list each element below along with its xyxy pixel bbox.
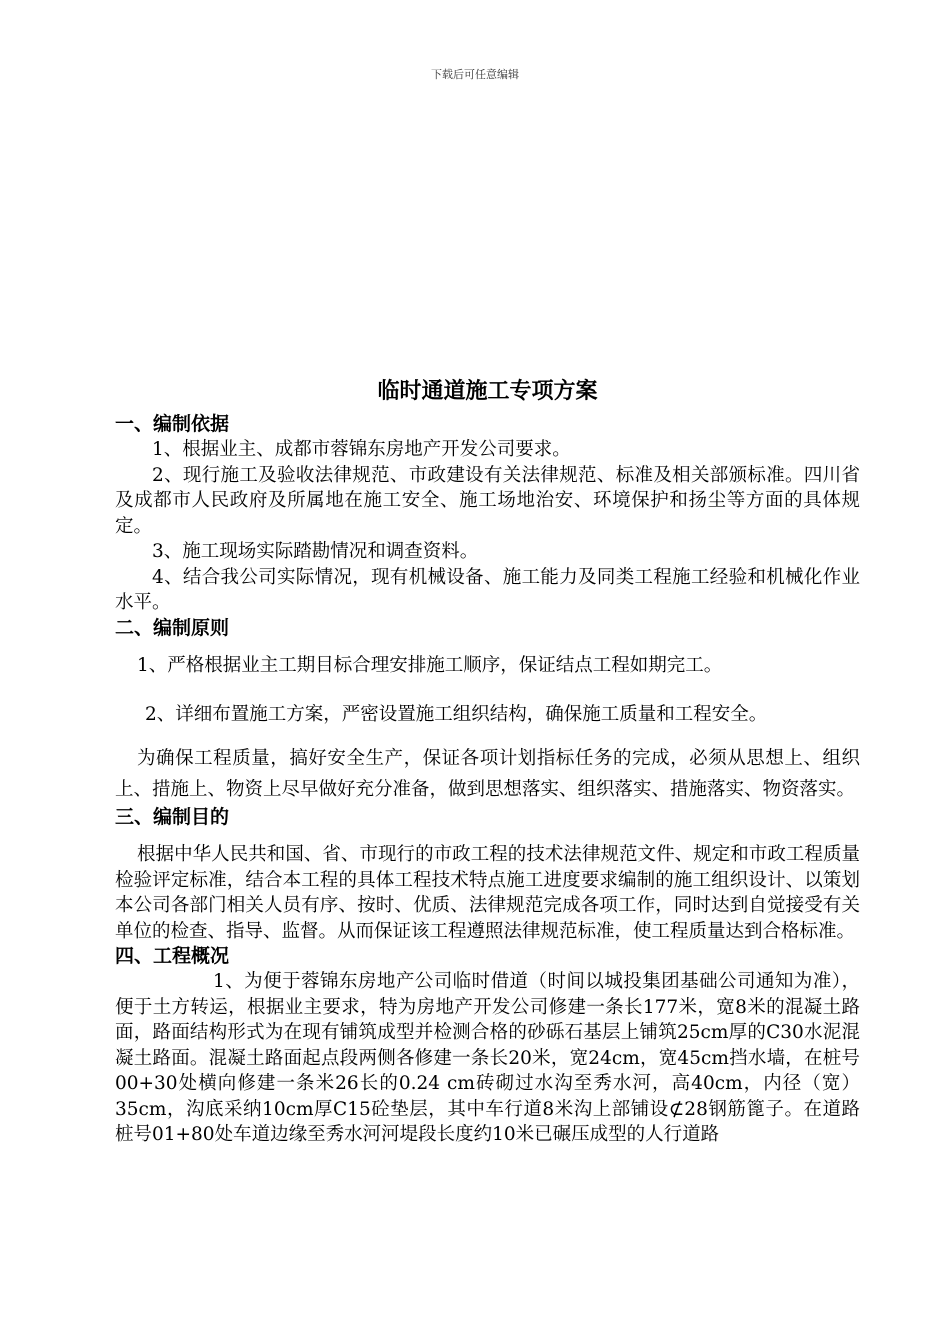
principles-paragraph-3: 为确保工程质量，搞好安全生产，保证各项计划指标任务的完成，必须从思想上、组织上、措施上、物资上尽早做好充分准备，做到思想落实、组织落实、措施落实、物资落实。 (115, 748, 860, 800)
principles-paragraph-1: 1、严格根据业主工期目标合理安排施工顺序，保证结点工程如期完工。 (137, 654, 723, 676)
section-heading-basis: 一、编制依据 (115, 413, 230, 435)
basis-paragraph-1: 1、根据业主、成都市蓉锦东房地产开发公司要求。 (152, 439, 571, 460)
page-title: 临时通道施工专项方案 (377, 379, 598, 404)
purpose-paragraph-1: 根据中华人民共和国、省、市现行的市政工程的技术法律规范文件、规定和市政工程质量检验评定标准，结合本工程的具体工程技术特点施工进度要求编制的施工组织设计、以策划本公司各部门相关人员有序、按时、优质、法律规范完成各项工作，同时达到自觉接受有关单位的检查、指导、监督。从而保证该工程遵照法律规范标准，使工程质量达到合格标准。 (115, 844, 860, 942)
basis-paragraph-4: 4、结合我公司实际情况，现有机械设备、施工能力及同类工程施工经验和机械化作业水平。 (115, 566, 860, 613)
section-heading-overview: 四、工程概况 (115, 945, 230, 967)
basis-paragraph-3: 3、施工现场实际踏勘情况和调查资料。 (152, 541, 479, 562)
principles-paragraph-2: 2、详细布置施工方案，严密设置施工组织结构，确保施工质量和工程安全。 (145, 704, 768, 725)
header-note: 下载后可任意编辑 (431, 68, 519, 81)
document-body (115, 376, 860, 1148)
overview-paragraph-1: 1、为便于蓉锦东房地产公司临时借道（时间以城投集团基础公司通知为准），便于土方转运，根据业主要求，特为房地产开发公司修建一条长177米，宽8米的混凝土路面，路面结构形式为在现有铺筑成型并检测合格的砂砾石基层上铺筑25cm厚的C30水泥混凝土路面。混凝土路面起点段两侧各修建一条长20米，宽24cm，宽45cm挡水墙，在桩号00+30处横向修建一条米26长的0.24 cm砖砌过水沟至秀水河，高40cm，内径（宽）35cm，沟底采纳10cm厚C15砼垫层，其中车行道8米沟上部铺设⊄28钢筋篦子。在道路桩号01+80处车道边缘至秀水河河堤段长度约10米已碾压成型的人行道路 (115, 971, 860, 1145)
basis-paragraph-2: 2、现行施工及验收法律规范、市政建设有关法律规范、标准及相关部颁标准。四川省及成都市人民政府及所属地在施工安全、施工场地治安、环境保护和扬尘等方面的具体规定。 (115, 464, 860, 537)
section-heading-purpose: 三、编制目的 (115, 806, 230, 828)
section-heading-principles: 二、编制原则 (115, 616, 230, 639)
